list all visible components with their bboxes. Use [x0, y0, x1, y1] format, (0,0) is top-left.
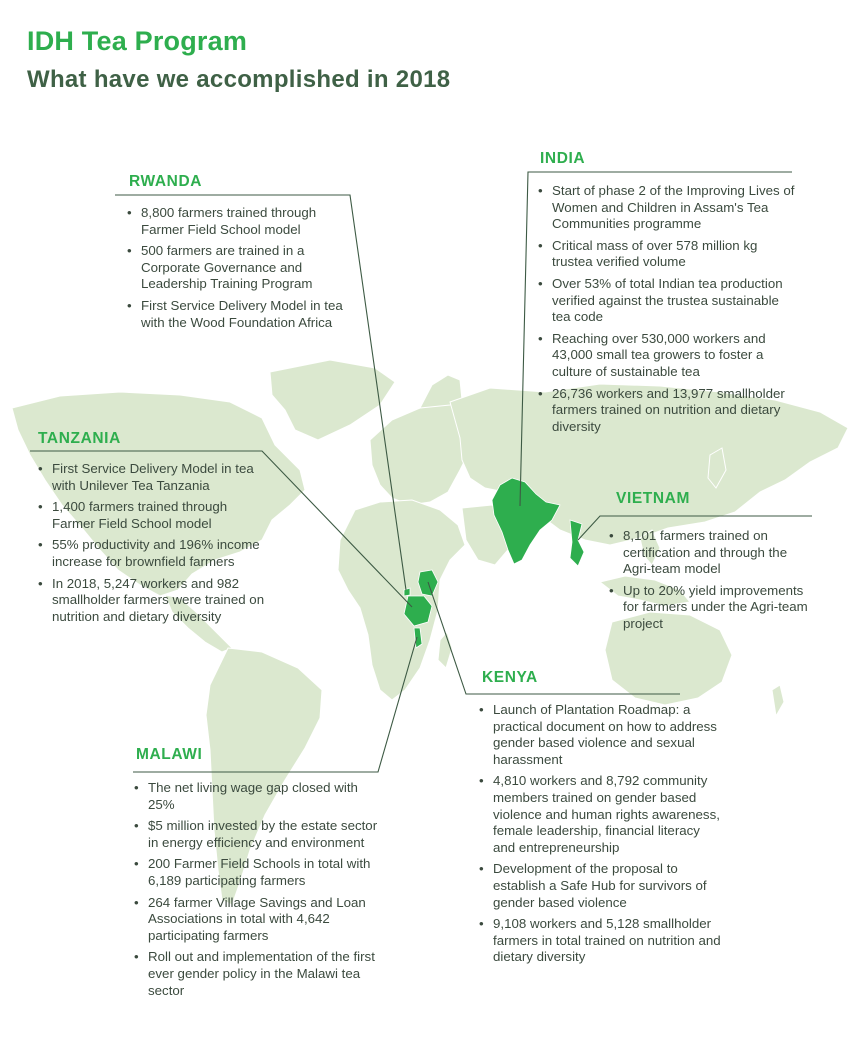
kenya-list	[479, 702, 724, 971]
india-list	[538, 183, 800, 440]
page-subtitle: What have we accomplished in 2018	[27, 66, 451, 93]
list-item: • Critical mass of over 578 million kg trustea verified volume	[538, 238, 800, 271]
tanzania-title: TANZANIA	[38, 430, 121, 447]
list-item: • 9,108 workers and 5,128 smallholder farmers in total trained on nutrition and dietary diversity	[479, 916, 724, 966]
madagascar-shape	[438, 632, 452, 668]
list-item: • 264 farmer Village Savings and Loan Associations in total with 4,642 participating farmers	[134, 895, 382, 945]
list-item: • Roll out and implementation of the first ever gender policy in the Malawi tea sector	[134, 949, 382, 999]
list-item: • 8,800 farmers trained through Farmer Field School model	[127, 205, 352, 238]
list-item: • 4,810 workers and 8,792 community members trained on gender based violence and human rights awareness, female leadership, financial literacy and entrepreneurship	[479, 773, 724, 856]
list-item: • The net living wage gap closed with 25%	[134, 780, 382, 813]
list-item: • Over 53% of total Indian tea production verified against the trustea sustainable tea code	[538, 276, 800, 326]
vietnam-title: VIETNAM	[616, 490, 690, 507]
malawi-title: MALAWI	[136, 746, 203, 763]
list-item: • 200 Farmer Field Schools in total with 6,189 participating farmers	[134, 856, 382, 889]
list-item: • $5 million invested by the estate sector in energy efficiency and environment	[134, 818, 382, 851]
list-item: • In 2018, 5,247 workers and 982 smallholder farmers were trained on nutrition and dietary diversity	[38, 576, 270, 626]
list-item: • First Service Delivery Model in tea with Unilever Tea Tanzania	[38, 461, 270, 494]
list-item: • 55% productivity and 196% income increase for brownfield farmers	[38, 537, 270, 570]
list-item: • 1,400 farmers trained through Farmer Field School model	[38, 499, 270, 532]
list-item: • Up to 20% yield improvements for farmers under the Agri-team project	[609, 583, 814, 633]
list-item: • Launch of Plantation Roadmap: a practical document on how to address gender based violence and sexual harassment	[479, 702, 724, 768]
rwanda-list	[127, 205, 352, 336]
list-item: • First Service Delivery Model in tea with the Wood Foundation Africa	[127, 298, 352, 331]
list-item: • 8,101 farmers trained on certification and through the Agri-team model	[609, 528, 814, 578]
list-item: • 26,736 workers and 13,977 smallholder farmers trained on nutrition and dietary diversity	[538, 386, 800, 436]
page-title: IDH Tea Program	[27, 26, 248, 56]
india-title: INDIA	[540, 150, 586, 167]
list-item: • Start of phase 2 of the Improving Lives of Women and Children in Assam's Tea Communities programme	[538, 183, 800, 233]
list-item: • 500 farmers are trained in a Corporate Governance and Leadership Training Program	[127, 243, 352, 293]
africa-shape	[338, 500, 465, 700]
kenya-title: KENYA	[482, 669, 538, 686]
list-item: • Development of the proposal to establish a Safe Hub for survivors of gender based violence	[479, 861, 724, 911]
malawi-list	[134, 780, 382, 1004]
greenland-shape	[270, 360, 395, 440]
vietnam-list	[609, 528, 814, 638]
list-item: • Reaching over 530,000 workers and 43,000 small tea growers to foster a culture of sustainable tea	[538, 331, 800, 381]
new-zealand-shape	[772, 685, 784, 716]
rwanda-title: RWANDA	[129, 173, 203, 190]
tanzania-list	[38, 461, 270, 630]
